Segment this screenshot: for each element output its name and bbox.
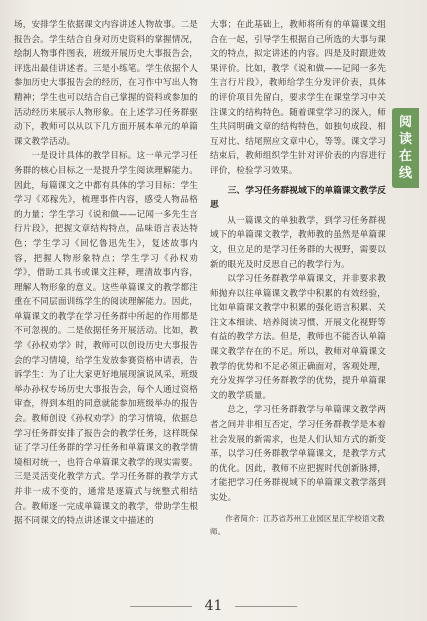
footer-rule-right (235, 606, 297, 607)
section-tab-char: 读 (398, 132, 412, 147)
right-text-column (210, 18, 386, 539)
page-number: 41 (204, 598, 223, 614)
section-tab-char: 线 (398, 166, 412, 181)
section-tab (392, 108, 419, 188)
body-paragraph: 大事；在此基础上，教师将所有的单篇课文组合在一起，引导学生根据自己所选的大事与课文的特点，拟定讲述的内容。四是及时跟进效果评价。比如，教学《说和做——记闻一多先生言行片段》，教师给学生分发评价表，具体的评价项目先留白，要求学生在课堂学习中关注课文的结构特色。随着课堂学习的深入，师生共同明确文章的结构特色，如独句成段、相互对比、结尾照应文章中心，等等。课文学习结束后，教师组织学生针对评价表的内容进行评价，检验学习效果。 (210, 20, 386, 176)
left-text-column (14, 18, 198, 529)
body-paragraph: 以学习任务群教学单篇课文，并非要求教师抛弃以往单篇课文教学中积累的有效经验，比如单篇课文教学中积累的强化语言积累、关注文本细读、培养阅读习惯、开展文化视野等有益的教学方法。但是，教师也不能否认单篇课文教学存在的不足。所以，教师对单篇课文教学的优势和不足必须正确面对，客观处理，充分发挥学习任务群教学的优势，提升单篇课文的教学质量。 (210, 274, 386, 401)
body-paragraph: 从一篇课文的单独教学，到学习任务群视域下的单篇课文教学，教师教的虽然是单篇课文，但立足的是学习任务群的大视野，需要以新的眼光及时反思自己的教学行为。 (210, 215, 386, 270)
section-tab-char: 在 (398, 149, 412, 164)
section-heading: 三、学习任务群视域下的单篇课文教学反思 (210, 185, 386, 211)
body-paragraph: 一是设计具体的教学目标。这一单元学习任务群的核心目标之一是提升学生阅读理解能力。因此，每篇课文之中都有具体的学习目标：学生学习《邓稼先》，梳理事件内容，感受人物品格的力量；学生学习《说和做——记闻一多先生言行片段》，把握文章结构特点，品味语言表达特色；学生学习《回忆鲁迅先生》，复述故事内容，把握人物形象特点；学生学习《孙权劝学》，借助工具书或课文注释，理清故事内容，理解人物形象的意义。这些单篇课文的教学都注重在不同层面训练学生的阅读理解能力。因此，单篇课文的教学在学习任务群中所起的作用都是不可忽视的。二是依据任务开展活动。比如，教学《孙权劝学》时，教师可以创设历史大事报告会的学习情境，给学生发放参赛资格申请表，告诉学生：为了让大家更好地展现演说风采，班级举办孙权专场历史大事报告会，每个人通过资格审查，得到本组的同意就能参加班级举办的报告会。教师创设《孙权劝学》的学习情境，依据总学习任务群安排了报告会的教学任务，这样既保证了学习任务群的学习任务和单篇课文的教学情境相对统一，也符合单篇课文教学的现实需要。三是灵活变化教学方式。学习任务群的教学方式并非一成不变的，通常是逐篇式与统整式相结合。教师逐一完成单篇课文的教学，带助学生根据不同课文的特点讲述课文中描述的 (14, 151, 198, 527)
body-paragraph: 场，安排学生依据课文内容讲述人物故事。二是报告会。学生结合自身对历史资料的掌握情况，绘制人物事件图表，班级开展历史大事报告会，评选出最佳讲述者。三是小练笔。学生依据个人参加历史大事报告会的经历，在习作中写出人物精神；学生也可以结合自己掌握的资料或参加的活动经历来展示人物形象。在上述学习任务群驱动下，教师可以从以下几方面开展本单元的单篇课文教学活动。 (14, 20, 198, 147)
body-paragraph: 总之，学习任务群教学与单篇课文教学两者之间并非相互否定，学习任务群教学是本着社会发展的新需求，也是人们认知方式的新变革，以学习任务群教学单篇课文，是教学方式的优化。因此，教师不应把握时代创新脉搏，才能把学习任务群视域下的单篇课文教学落到实处。 (210, 405, 386, 503)
section-tab-char: 阅 (398, 115, 412, 130)
author-bio: 作者简介：江苏省苏州工业园区星汇学校语文教师。 (210, 513, 385, 537)
